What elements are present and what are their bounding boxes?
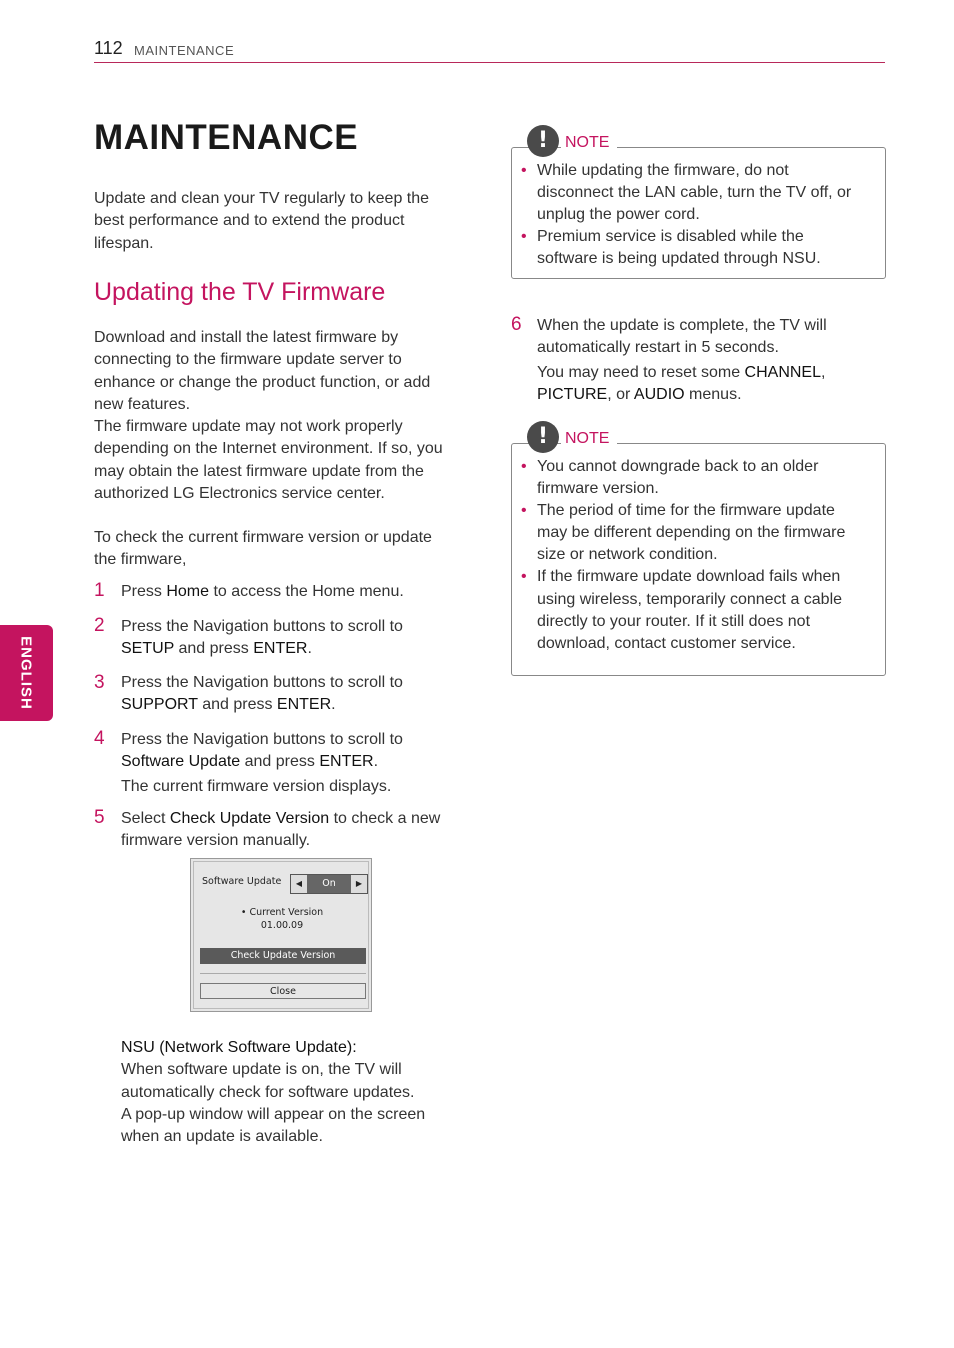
check-update-version-button[interactable]: Check Update Version <box>200 948 366 964</box>
note-line: The period of time for the firmware update <box>537 502 835 520</box>
running-header: MAINTENANCE <box>134 43 235 58</box>
step-text: . <box>331 696 336 714</box>
exclamation-icon: ! <box>527 125 559 157</box>
step-text: . <box>307 640 312 658</box>
check-update-version-key: Check Update Version <box>169 810 330 827</box>
software-update-selector[interactable] <box>290 874 368 894</box>
note-line: may be different depending on the firmware <box>537 524 846 542</box>
body-line: enhance or change the product function, or add <box>94 373 431 391</box>
menu-divider <box>200 973 366 974</box>
step-text: , or <box>607 385 634 403</box>
step-text: Press the Navigation buttons to scroll to <box>121 731 403 748</box>
right-arrow-icon[interactable]: ▶ <box>351 875 367 893</box>
language-tab <box>0 625 53 721</box>
nsu-line: When software update is on, the TV will <box>121 1061 402 1079</box>
nsu-line: automatically check for software updates. <box>121 1083 415 1101</box>
note-line: unplug the power cord. <box>537 206 700 224</box>
current-version-label: • Current Version <box>240 907 324 918</box>
step-text: and press <box>174 640 254 658</box>
software-update-label: Software Update <box>202 876 282 887</box>
step-text: to check a new <box>329 810 441 827</box>
note-item: • You cannot downgrade back to an older firmware version. <box>511 456 881 500</box>
step-text: Press the Navigation buttons to scroll to <box>121 618 403 635</box>
note-label: NOTE <box>561 134 617 152</box>
page-title: MAINTENANCE <box>94 118 359 157</box>
step-number: 3 <box>94 672 105 693</box>
support-key: SUPPORT <box>121 696 198 714</box>
note-line: Premium service is disabled while the <box>537 228 804 246</box>
note-line: firmware version. <box>537 480 659 498</box>
check-line: the firmware, <box>94 551 187 569</box>
nsu-heading: NSU (Network Software Update): <box>121 1039 357 1056</box>
software-update-menu <box>190 858 372 1012</box>
step-text: menus. <box>684 385 742 403</box>
intro-line: Update and clean your TV regularly to keep the <box>94 190 430 207</box>
intro-line: lifespan. <box>94 234 154 252</box>
intro-line: best performance and to extend the product <box>94 212 405 230</box>
body-line: The firmware update may not work properly <box>94 418 403 436</box>
note-line: disconnect the LAN cable, turn the TV off, or <box>537 184 852 202</box>
left-arrow-icon[interactable]: ◀ <box>291 875 307 893</box>
picture-key: PICTURE <box>537 385 608 403</box>
note-line: download, contact customer service. <box>537 634 796 652</box>
step-text: to access the Home menu. <box>209 583 404 600</box>
language-tab-label: ENGLISH <box>17 636 35 710</box>
enter-key: ENTER <box>253 640 308 658</box>
note-item: • While updating the firmware, do not disconnect the LAN cable, turn the TV off, or unplug the power cord. <box>511 160 881 226</box>
body-line: authorized LG Electronics service center. <box>94 485 385 503</box>
body-line: new features. <box>94 395 191 413</box>
software-update-value: On <box>322 878 336 889</box>
note-item: • If the firmware update download fails when using wireless, temporarily connect a cable directly to your router. If it still does not download, contact customer service. <box>511 566 881 654</box>
enter-key: ENTER <box>319 753 374 771</box>
intro-paragraph <box>94 188 474 255</box>
note-item: • Premium service is disabled while the software is being updated through NSU. <box>511 226 881 270</box>
note-line: If the firmware update download fails when <box>537 568 841 586</box>
nsu-line: when an update is available. <box>121 1128 323 1146</box>
software-update-key: Software Update <box>121 753 241 771</box>
step-1 <box>121 581 471 603</box>
check-line: To check the current firmware version or update <box>94 529 432 546</box>
step-text: Press <box>121 583 167 600</box>
note-list <box>511 456 881 655</box>
step-text: When the update is complete, the TV will <box>537 317 827 334</box>
section-heading: Updating the TV Firmware <box>94 278 386 306</box>
note-line: You cannot downgrade back to an older <box>537 458 819 475</box>
note-line: While updating the firmware, do not <box>537 162 789 179</box>
check-paragraph <box>94 527 474 572</box>
step-4 <box>121 729 471 798</box>
note-label: NOTE <box>561 430 617 448</box>
step-6 <box>537 315 882 406</box>
body-paragraph <box>94 327 474 505</box>
body-line: connecting to the firmware update server to <box>94 351 402 369</box>
note-list <box>511 160 881 270</box>
enter-key: ENTER <box>276 696 332 714</box>
home-key: Home <box>166 583 210 600</box>
step-text: , <box>821 363 826 381</box>
step-text: Select <box>121 810 170 827</box>
note-line: size or network condition. <box>537 546 718 564</box>
setup-key: SETUP <box>121 640 175 658</box>
channel-key: CHANNEL <box>744 363 821 381</box>
step-text: Press the Navigation buttons to scroll to <box>121 674 403 691</box>
current-version-value: 01.00.09 <box>260 920 304 931</box>
nsu-line: A pop-up window will appear on the screen <box>121 1105 426 1123</box>
nsu-section <box>121 1037 471 1148</box>
step-number: 4 <box>94 728 105 749</box>
step-2 <box>121 616 471 661</box>
page-number: 112 <box>94 38 123 58</box>
step-text: The current firmware version displays. <box>121 777 392 795</box>
step-text: You may need to reset some <box>537 363 745 381</box>
step-text: and press <box>240 753 320 771</box>
step-3 <box>121 672 471 717</box>
step-text: and press <box>197 696 277 714</box>
body-line: may obtain the latest firmware update from the <box>94 462 424 480</box>
step-number: 2 <box>94 615 105 636</box>
step-number: 6 <box>511 314 522 335</box>
step-text: automatically restart in 5 seconds. <box>537 339 779 357</box>
step-text: . <box>373 753 379 771</box>
note-item: • The period of time for the firmware update may be different depending on the firmware size or network condition. <box>511 500 881 566</box>
step-text: firmware version manually. <box>121 832 311 850</box>
note-line: using wireless, temporarily connect a cable <box>537 590 843 608</box>
step-5 <box>121 808 471 853</box>
body-line: Download and install the latest firmware by <box>94 329 399 346</box>
exclamation-icon: ! <box>527 421 559 453</box>
close-button[interactable]: Close <box>200 983 366 999</box>
note-line: software is being updated through NSU. <box>537 250 821 268</box>
step-number: 1 <box>94 580 105 601</box>
body-line: depending on the Internet environment. If so, you <box>94 440 443 458</box>
step-number: 5 <box>94 807 105 828</box>
header-rule <box>94 62 885 63</box>
audio-key: AUDIO <box>633 385 685 403</box>
note-line: directly to your router. If it still does not <box>537 612 811 630</box>
